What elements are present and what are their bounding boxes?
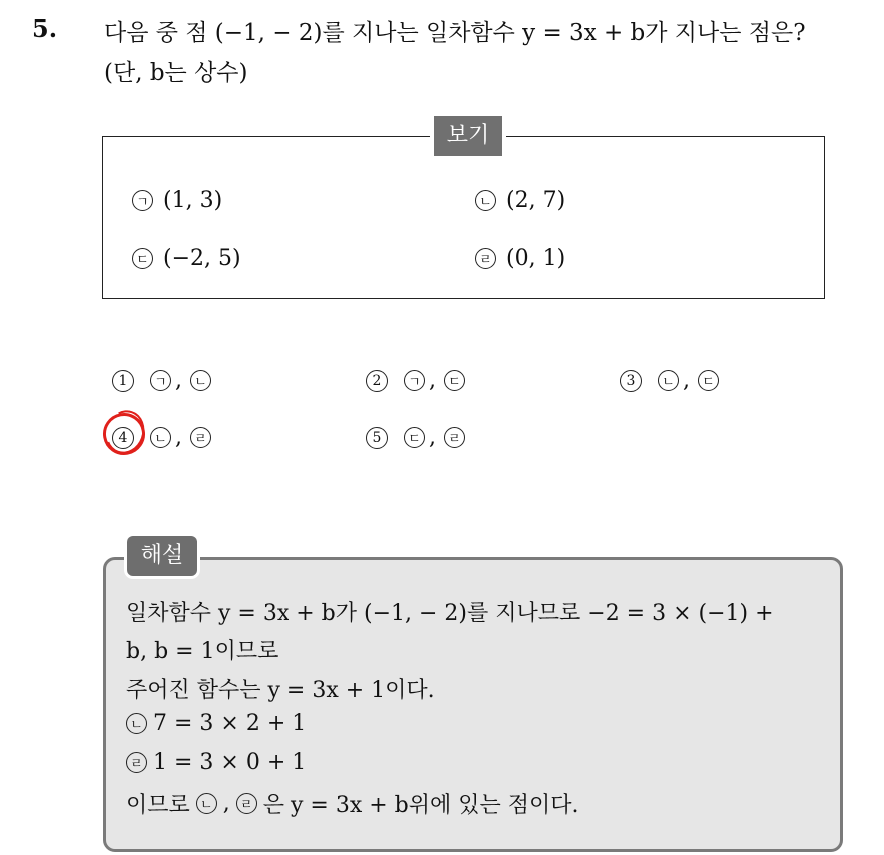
circled-letter-icon: ㄷ	[698, 370, 719, 391]
circled-letter-icon: ㄷ	[404, 427, 425, 448]
circled-letter-icon: ㄷ	[132, 248, 153, 269]
solution-line-3	[126, 673, 435, 704]
question-number: 5.	[32, 14, 58, 43]
bogi-item-2	[475, 188, 565, 213]
solution-line-1	[126, 596, 774, 627]
choice-number: 1	[112, 370, 134, 392]
solution-text: 일차함수 y = 3x + b가 (−1, − 2)를 지나므로 −2 = 3 × (−1) +	[126, 601, 774, 626]
circled-letter-icon: ㄹ	[190, 427, 211, 448]
circled-letter-icon: ㄴ	[190, 370, 211, 391]
solution-text: 1 = 3 × 0 + 1	[153, 750, 307, 775]
circled-letter-icon: ㄴ	[475, 190, 496, 211]
bogi-label: 보기	[430, 116, 506, 156]
circled-letter-icon: ㄱ	[404, 370, 425, 391]
choice-2[interactable]: 2 ㄱ , ㄷ	[366, 368, 465, 393]
choice-3[interactable]: 3 ㄴ , ㄷ	[620, 368, 719, 393]
circled-letter-icon: ㄴ	[150, 427, 171, 448]
solution-text: 주어진 함수는 y = 3x + 1이다.	[126, 678, 435, 703]
choice-number: 5	[366, 427, 388, 449]
choice-1[interactable]: 1 ㄱ , ㄴ	[112, 368, 211, 393]
answer-mark-stroke	[100, 405, 151, 459]
bogi-point: (0, 1)	[506, 246, 566, 271]
bogi-point: (1, 3)	[163, 188, 223, 213]
solution-text: 은 y = 3x + b위에 있는 점이다.	[262, 793, 579, 818]
circled-letter-icon: ㄹ	[444, 427, 465, 448]
choice-5[interactable]: 5 ㄷ , ㄹ	[366, 425, 465, 450]
circled-letter-icon: ㄱ	[132, 190, 153, 211]
choice-number: 3	[620, 370, 642, 392]
choice-number: 2	[366, 370, 388, 392]
solution-text: 7 = 3 × 2 + 1	[153, 711, 307, 736]
solution-label: 해설	[127, 536, 197, 576]
solution-text: b, b = 1이므로	[126, 639, 279, 664]
solution-line-5	[126, 750, 306, 775]
choice-number: 4	[112, 427, 134, 449]
circled-letter-icon: ㄷ	[444, 370, 465, 391]
bogi-point: (−2, 5)	[163, 246, 241, 271]
bogi-item-1	[132, 188, 222, 213]
bogi-point: (2, 7)	[506, 188, 566, 213]
circled-letter-icon: ㄹ	[236, 793, 257, 814]
solution-line-6: 이므로 ㄴ , ㄹ 은 y = 3x + b위에 있는 점이다.	[126, 788, 579, 819]
circled-letter-icon: ㄹ	[126, 752, 147, 773]
circled-letter-icon: ㄴ	[126, 713, 147, 734]
circled-letter-icon: ㄴ	[658, 370, 679, 391]
circled-letter-icon: ㄱ	[150, 370, 171, 391]
choice-4[interactable]: 4 ㄴ , ㄹ	[112, 425, 211, 450]
solution-line-2	[126, 634, 278, 665]
bogi-item-4	[475, 246, 565, 271]
circled-letter-icon: ㄹ	[475, 248, 496, 269]
bogi-item-3	[132, 246, 241, 271]
solution-line-4	[126, 711, 306, 736]
question-condition: (단, b는 상수)	[104, 60, 248, 86]
circled-letter-icon: ㄴ	[196, 793, 217, 814]
question-text: 다음 중 점 (−1, − 2)를 지나는 일차함수 y = 3x + b가 지나는 점은?	[104, 20, 806, 46]
solution-text: 이므로	[126, 793, 190, 818]
bogi-box	[102, 136, 825, 299]
